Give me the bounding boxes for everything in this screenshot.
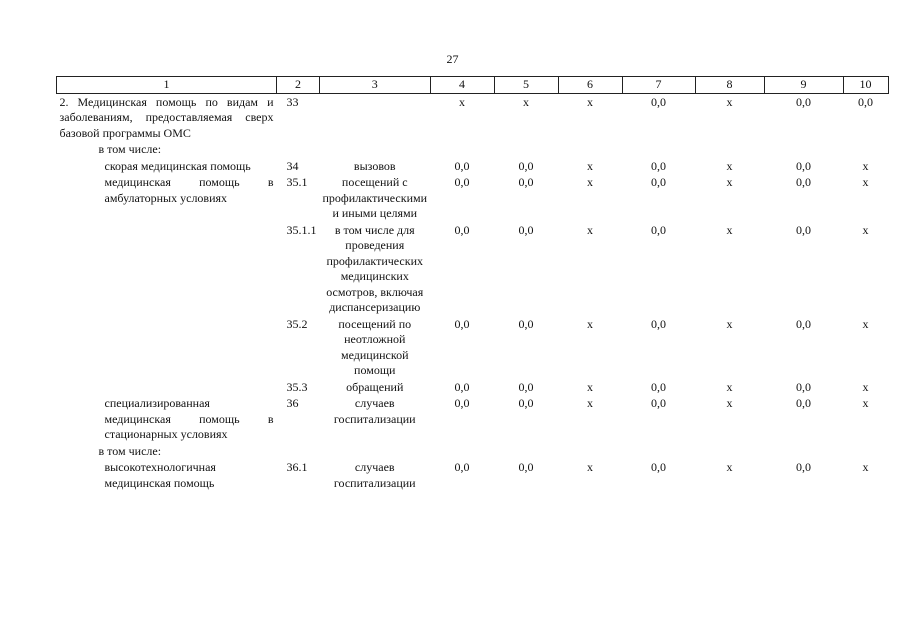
value-cell-col-5: 0,0 — [518, 316, 534, 331]
row-code: 35.1 — [286, 175, 308, 189]
value-cell-col-9: 0,0 — [796, 396, 812, 410]
value-cell-col-9: 0,0 — [796, 316, 812, 331]
row-label: специализированная медицинская помощь в стационарных условиях — [104, 396, 274, 441]
row-code: 35.2 — [286, 316, 308, 331]
row-code — [277, 141, 320, 158]
value-cell-col-9: 0,0 — [796, 175, 812, 189]
value-cell-col-5: 0,0 — [518, 396, 534, 410]
value-cell-col-10: х — [862, 222, 869, 237]
data-table — [56, 76, 889, 491]
row-unit — [320, 141, 431, 158]
column-header-1: 1 — [57, 77, 277, 94]
value-cell-col-7 — [622, 141, 695, 158]
row-code: 33 — [286, 94, 299, 109]
row-label: медицинская помощь в амбулаторных условиях — [104, 175, 274, 205]
row-unit: в том числе для проведения профилактических медицинских осмотров, включая диспансеризацию — [326, 222, 424, 314]
table-row — [57, 459, 889, 491]
row-unit: посещений по неотложной медицинской помощи — [338, 316, 412, 377]
value-cell-col-10 — [843, 141, 888, 158]
row-code: 36 — [286, 396, 299, 410]
table-row — [57, 158, 889, 175]
table-row — [57, 174, 889, 222]
value-cell-col-8: х — [726, 158, 733, 173]
value-cell-col-8: х — [726, 94, 733, 109]
row-unit: вызовов — [353, 158, 396, 173]
value-cell-col-10: х — [862, 158, 869, 173]
row-unit — [320, 93, 431, 141]
value-cell-col-4: 0,0 — [454, 460, 470, 474]
value-cell-col-4: х — [459, 94, 466, 109]
row-label — [57, 379, 277, 396]
column-header-7: 7 — [622, 77, 695, 94]
column-header-10: 10 — [843, 77, 888, 94]
value-cell-col-5: 0,0 — [518, 175, 534, 189]
row-unit: обращений — [346, 379, 404, 394]
value-cell-col-9: 0,0 — [796, 460, 812, 474]
header-row — [57, 77, 889, 94]
value-cell-col-7: 0,0 — [651, 158, 667, 173]
table-row — [57, 379, 889, 396]
value-cell-col-6: х — [587, 175, 594, 189]
page-number: 27 — [446, 52, 459, 66]
value-cell-col-10: х — [862, 379, 869, 394]
value-cell-col-8: х — [726, 396, 733, 410]
row-code — [277, 443, 320, 460]
column-header-5: 5 — [494, 77, 558, 94]
row-label: скорая медицинская помощь — [104, 158, 251, 173]
value-cell-col-7: 0,0 — [651, 222, 667, 237]
value-cell-col-9 — [764, 141, 843, 158]
table-row — [57, 443, 889, 460]
value-cell-col-6: х — [587, 316, 594, 331]
value-cell-col-8: х — [726, 379, 733, 394]
value-cell-col-5: 0,0 — [518, 158, 534, 173]
value-cell-col-5: 0,0 — [518, 379, 534, 394]
value-cell-col-4 — [430, 443, 494, 460]
value-cell-col-6 — [558, 141, 622, 158]
row-label: высокотехнологичная медицинская помощь — [104, 460, 216, 490]
row-unit: посещений с профилактическими и иными целями — [322, 175, 428, 220]
row-unit — [320, 443, 431, 460]
value-cell-col-8 — [695, 443, 764, 460]
value-cell-col-7: 0,0 — [651, 175, 667, 189]
row-code: 35.1.1 — [286, 222, 317, 237]
column-header-8: 8 — [695, 77, 764, 94]
value-cell-col-9 — [764, 443, 843, 460]
column-header-9: 9 — [764, 77, 843, 94]
table-row — [57, 395, 889, 443]
column-header-4: 4 — [430, 77, 494, 94]
row-code: 36.1 — [286, 460, 308, 474]
value-cell-col-8 — [695, 141, 764, 158]
table-row — [57, 93, 889, 141]
value-cell-col-6: х — [587, 460, 594, 474]
value-cell-col-10 — [843, 443, 888, 460]
table-row — [57, 316, 889, 379]
value-cell-col-6 — [558, 443, 622, 460]
column-header-3: 3 — [320, 77, 431, 94]
row-label: в том числе: — [98, 142, 162, 156]
value-cell-col-6: х — [587, 222, 594, 237]
value-cell-col-10: 0,0 — [858, 94, 874, 109]
value-cell-col-4: 0,0 — [454, 175, 470, 189]
value-cell-col-7 — [622, 443, 695, 460]
value-cell-col-6: х — [587, 379, 594, 394]
table-row — [57, 222, 889, 316]
value-cell-col-7: 0,0 — [651, 396, 667, 410]
value-cell-col-10: х — [862, 175, 869, 189]
row-label: 2. Медицинская помощь по видам и заболеваниям, предоставляемая сверх базовой программы ОМС — [59, 94, 274, 140]
value-cell-col-5 — [494, 443, 558, 460]
column-header-6: 6 — [558, 77, 622, 94]
value-cell-col-5 — [494, 141, 558, 158]
row-label: в том числе: — [98, 443, 162, 458]
value-cell-col-10: х — [862, 316, 869, 331]
row-unit: случаев госпитализации — [333, 460, 416, 490]
value-cell-col-9: 0,0 — [796, 379, 812, 394]
value-cell-col-7: 0,0 — [651, 379, 667, 394]
value-cell-col-6: х — [587, 396, 594, 410]
row-code: 34 — [286, 158, 299, 173]
value-cell-col-10: х — [862, 396, 869, 410]
table-body — [57, 93, 889, 491]
value-cell-col-4 — [430, 141, 494, 158]
value-cell-col-5: 0,0 — [518, 460, 534, 474]
value-cell-col-9: 0,0 — [796, 94, 812, 109]
row-label — [57, 222, 277, 316]
value-cell-col-6: х — [587, 158, 594, 173]
row-code: 35.3 — [286, 379, 308, 394]
value-cell-col-6: х — [587, 94, 594, 109]
value-cell-col-8: х — [726, 175, 733, 189]
table-row — [57, 141, 889, 158]
row-unit: случаев госпитализации — [333, 396, 416, 426]
value-cell-col-5: х — [523, 94, 530, 109]
value-cell-col-4: 0,0 — [454, 222, 470, 237]
value-cell-col-5: 0,0 — [518, 222, 534, 237]
value-cell-col-8: х — [726, 460, 733, 474]
value-cell-col-8: х — [726, 222, 733, 237]
value-cell-col-7: 0,0 — [651, 316, 667, 331]
value-cell-col-7: 0,0 — [651, 94, 667, 109]
value-cell-col-9: 0,0 — [796, 158, 812, 173]
value-cell-col-4: 0,0 — [454, 316, 470, 331]
value-cell-col-4: 0,0 — [454, 396, 470, 410]
value-cell-col-4: 0,0 — [454, 379, 470, 394]
value-cell-col-8: х — [726, 316, 733, 331]
column-header-2: 2 — [277, 77, 320, 94]
value-cell-col-4: 0,0 — [454, 158, 470, 173]
value-cell-col-10: х — [862, 460, 869, 474]
row-label — [57, 316, 277, 379]
value-cell-col-9: 0,0 — [796, 222, 812, 237]
value-cell-col-7: 0,0 — [651, 460, 667, 474]
